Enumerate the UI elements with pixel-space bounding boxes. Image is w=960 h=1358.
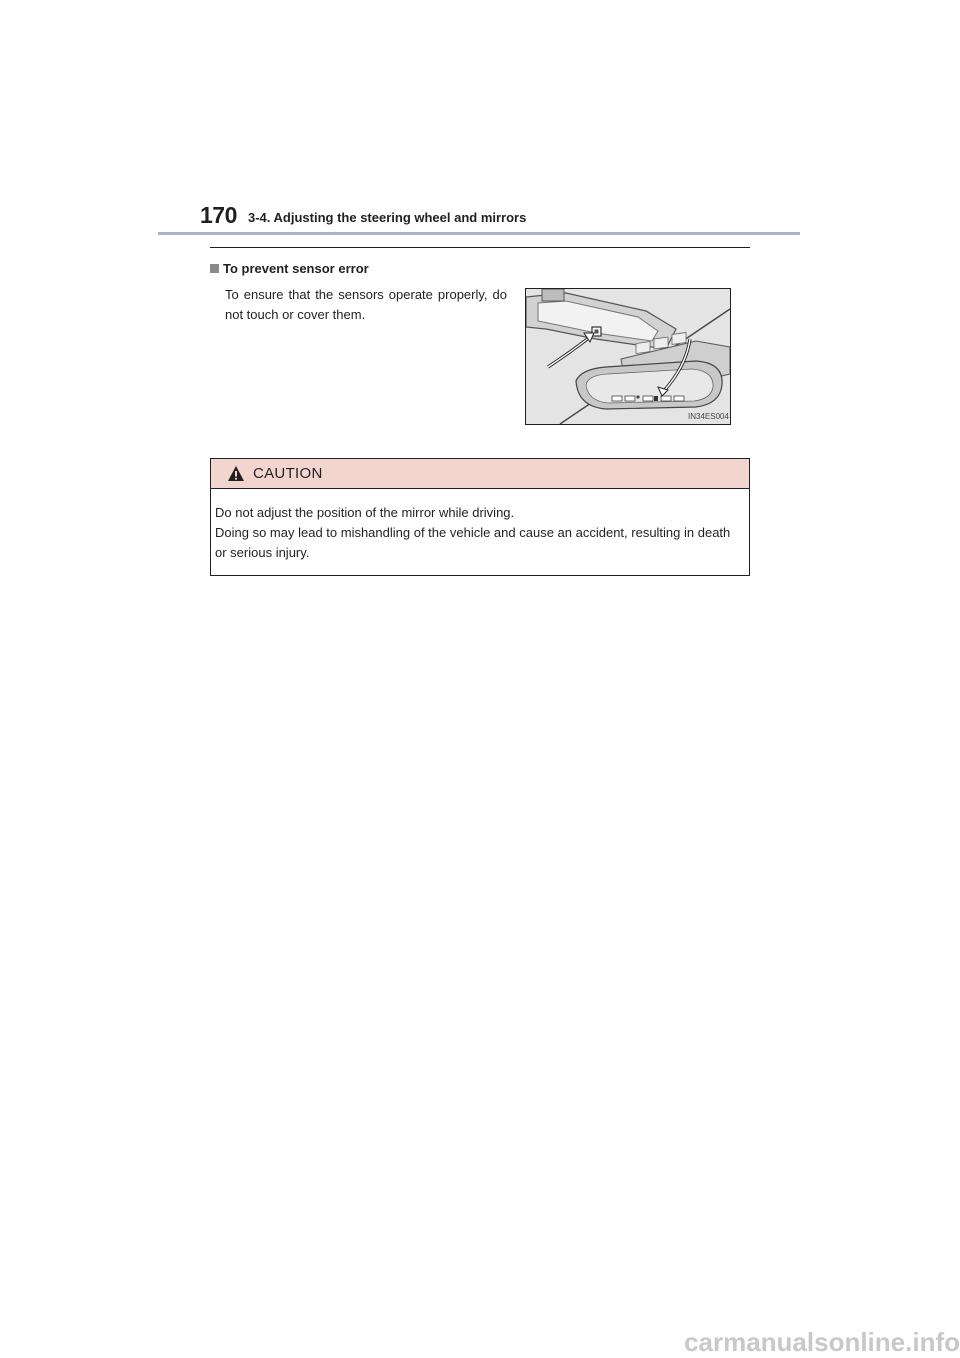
mirror-sensor-figure: [525, 288, 731, 425]
caution-header: [211, 459, 749, 489]
caution-line-2: Doing so may lead to mishandling of the vehicle and cause an accident, resulting in death or serious injury.: [215, 525, 731, 560]
caution-line-1: Do not adjust the position of the mirror while driving.: [215, 505, 515, 520]
section-rule: [210, 247, 750, 248]
caution-body: [211, 489, 749, 563]
header-rule: [158, 232, 800, 235]
heading-square-icon: [210, 264, 219, 273]
mirror-sensor-illustration-icon: [526, 289, 730, 424]
chapter-title: 3-4. Adjusting the steering wheel and mirrors: [248, 210, 527, 225]
section-heading: [210, 261, 369, 276]
caution-box: [210, 458, 750, 576]
watermark: carmanualsonline.info: [684, 1327, 960, 1357]
warning-triangle-icon: [227, 465, 245, 482]
figure-code: IN34ES004: [688, 412, 729, 421]
section-body: To ensure that the sensors operate properly, do not touch or cover them.: [225, 287, 507, 322]
caution-title: CAUTION: [253, 465, 323, 482]
page-number: 170: [200, 202, 237, 228]
section-heading-text: To prevent sensor error: [223, 261, 369, 276]
